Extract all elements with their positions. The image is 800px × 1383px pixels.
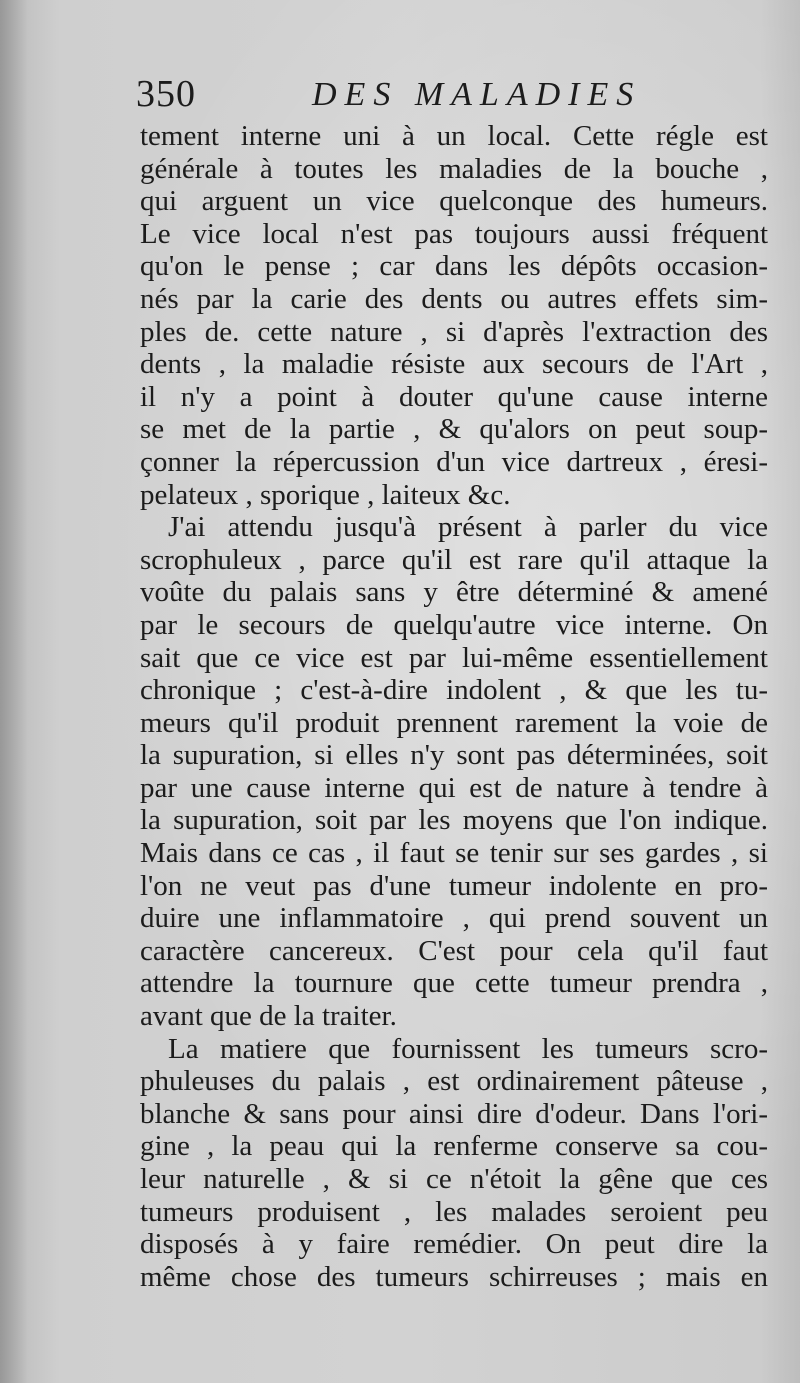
text-line: caractère cancereux. C'est pour cela qu'il faut bbox=[140, 934, 768, 967]
text-line: la supuration, si elles n'y sont pas déterminées, soit bbox=[140, 739, 768, 772]
text-line: pelateux , sporique , laiteux &c. bbox=[140, 478, 511, 511]
text-line: se met de la partie , & qu'alors on peut soup- bbox=[140, 413, 768, 446]
text-line: dents , la maladie résiste aux secours de l'Art , bbox=[140, 348, 768, 381]
text-line: leur naturelle , & si ce n'étoit la gêne que ces bbox=[140, 1163, 768, 1195]
text-line: duire une inflammatoire , qui prend souvent un bbox=[140, 902, 768, 935]
text-line: avant que de la traiter. bbox=[140, 1000, 397, 1033]
text-line: tement interne uni à un local. Cette régle est bbox=[140, 120, 768, 152]
text-line: blanche & sans pour ainsi dire d'odeur. Dans l'ori- bbox=[140, 1097, 768, 1130]
text-line: ples de. cette nature , si d'après l'extraction des bbox=[140, 315, 768, 348]
text-line: J'ai attendu jusqu'à présent à parler du vice bbox=[168, 511, 768, 544]
text-line: l'on ne veut pas d'une tumeur indolente en pro- bbox=[140, 869, 768, 902]
text-line: Le vice local n'est pas toujours aussi fréquent bbox=[140, 217, 768, 250]
text-line: qui arguent un vice quelconque des humeurs. bbox=[140, 185, 768, 218]
text-line: il n'y a point à douter qu'une cause interne bbox=[140, 380, 768, 413]
page-number: 350 bbox=[136, 73, 196, 115]
text-line: par une cause interne qui est de nature à tendre à bbox=[140, 771, 768, 804]
binding-shadow bbox=[0, 0, 28, 1383]
text-line: meurs qu'il produit prennent rarement la voie de bbox=[140, 706, 768, 739]
text-line: voûte du palais sans y être déterminé & amené bbox=[140, 576, 768, 609]
text-line: scrophuleux , parce qu'il est rare qu'il attaque la bbox=[140, 543, 768, 576]
text-line: phuleuses du palais , est ordinairement pâteuse , bbox=[140, 1065, 768, 1098]
text-line: chronique ; c'est-à-dire indolent , & que les tu- bbox=[140, 674, 768, 707]
paragraph-3 bbox=[140, 1033, 768, 1294]
text-line: même chose des tumeurs schirreuses ; mais en bbox=[140, 1260, 768, 1293]
text-line: la supuration, soit par les moyens que l'on indique. bbox=[140, 804, 768, 837]
text-line: qu'on le pense ; car dans les dépôts occasion- bbox=[140, 250, 768, 283]
text-line: par le secours de quelqu'autre vice interne. On bbox=[140, 608, 768, 641]
text-line: çonner la répercussion d'un vice dartreux , éresi- bbox=[140, 445, 768, 478]
paragraph-1 bbox=[140, 120, 768, 511]
text-line: La matiere que fournissent les tumeurs scro- bbox=[168, 1032, 768, 1065]
running-title: DES MALADIES bbox=[312, 76, 642, 113]
text-line: générale à toutes les maladies de la bouche , bbox=[140, 152, 768, 185]
text-line: disposés à y faire remédier. On peut dire la bbox=[140, 1228, 768, 1261]
body-text bbox=[140, 120, 768, 1293]
text-line: gine , la peau qui la renferme conserve sa cou- bbox=[140, 1130, 768, 1163]
text-line: tumeurs produisent , les malades seroient peu bbox=[140, 1195, 768, 1228]
text-line: attendre la tournure que cette tumeur prendra , bbox=[140, 967, 768, 1000]
text-line: Mais dans ce cas , il faut se tenir sur ses gardes , si bbox=[140, 837, 768, 870]
text-line: sait que ce vice est par lui-même essentiellement bbox=[140, 641, 768, 674]
page-header bbox=[136, 72, 656, 120]
text-line: nés par la carie des dents ou autres effets sim- bbox=[140, 282, 768, 315]
paragraph-2 bbox=[140, 511, 768, 1033]
